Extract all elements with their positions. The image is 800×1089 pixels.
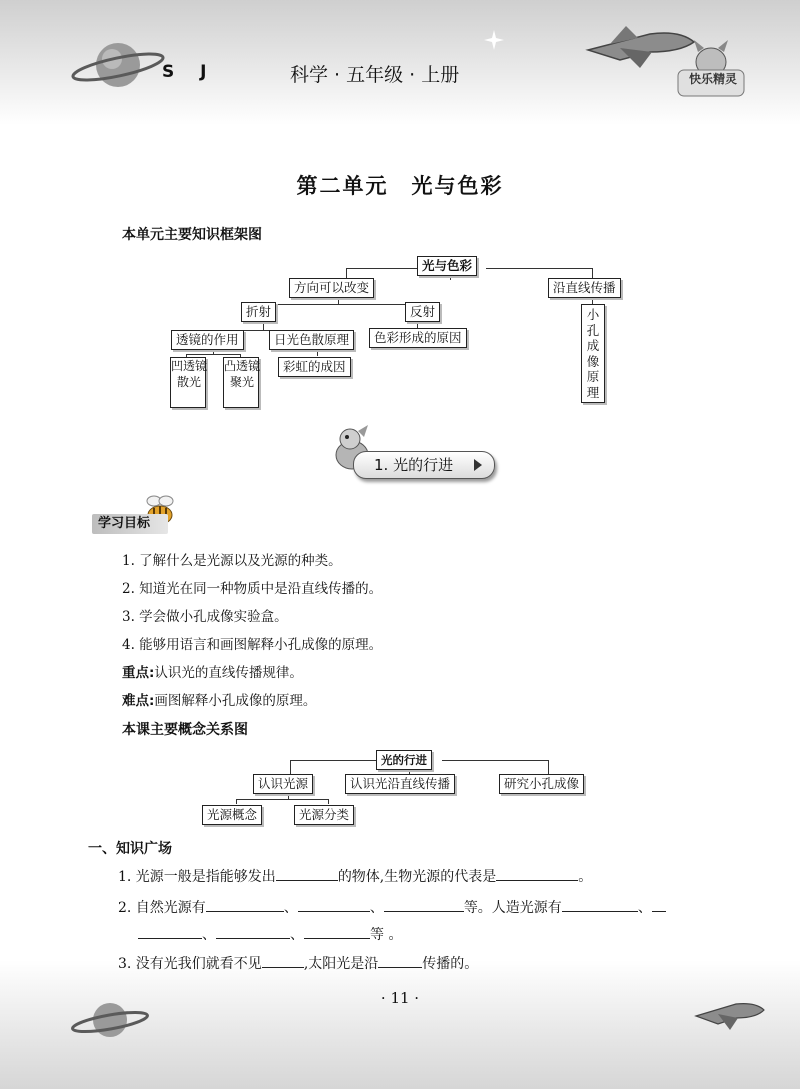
- concept-know-source: 认识光源: [253, 774, 313, 794]
- framework-rainbow: 彩虹的成因: [278, 357, 351, 377]
- answer-blank[interactable]: [562, 897, 638, 912]
- concept-root: 光的行进: [376, 750, 432, 770]
- concept-map-heading: 本课主要概念关系图: [122, 722, 248, 738]
- framework-straight-line: 沿直线传播: [548, 278, 621, 298]
- series-code: S J: [162, 62, 217, 82]
- connector: [186, 354, 240, 355]
- framework-refraction: 折射: [241, 302, 276, 322]
- star-icon: [484, 30, 504, 50]
- difficult-text: 画图解释小孔成像的原理。: [154, 693, 317, 709]
- answer-blank[interactable]: [304, 924, 370, 939]
- connector: [346, 268, 418, 269]
- goal-item: 1. 了解什么是光源以及光源的种类。: [122, 553, 342, 569]
- learning-goals-tag: 学习目标: [92, 514, 168, 534]
- answer-blank[interactable]: [378, 953, 422, 968]
- answer-blank[interactable]: [262, 953, 304, 968]
- goal-item: 3. 学会做小孔成像实验盒。: [122, 609, 288, 625]
- lesson-title: 1. 光的行进: [374, 456, 454, 474]
- key-label: 重点:: [122, 665, 155, 681]
- difficult-label: 难点:: [122, 693, 155, 709]
- key-text: 认识光的直线传播规律。: [154, 665, 303, 681]
- framework-concave-text: 凹透镜散光: [171, 359, 208, 389]
- answer-blank[interactable]: [276, 866, 338, 881]
- framework-convex-text: 凸透镜聚光: [224, 359, 261, 389]
- question-2-cont: [138, 924, 402, 944]
- lesson-title-pill: [353, 451, 495, 479]
- arrow-right-icon: [474, 459, 482, 471]
- planet-icon: [70, 35, 165, 95]
- framework-root: 光与色彩: [417, 256, 477, 276]
- unit-title: 第二单元 光与色彩: [296, 173, 504, 198]
- answer-blank[interactable]: [384, 897, 464, 912]
- concept-classify: 光源分类: [294, 805, 354, 825]
- answer-blank[interactable]: [138, 924, 202, 939]
- question-2: [118, 897, 738, 917]
- q1-text-a: 1. 光源一般是指能够发出: [118, 869, 276, 885]
- q1-text-c: 。: [578, 869, 593, 885]
- connector: [592, 268, 593, 278]
- key-point: [122, 661, 303, 681]
- q1-text-b: 的物体,生物光源的代表是: [337, 869, 497, 885]
- framework-convex: [223, 357, 259, 408]
- logo-text: 快乐精灵: [688, 72, 737, 86]
- q3-text-b: ,太阳光是沿: [303, 956, 379, 972]
- connector: [548, 760, 549, 774]
- connector: [290, 760, 376, 761]
- q3-text-a: 3. 没有光我们就看不见: [118, 956, 262, 972]
- separator: 、: [290, 927, 304, 943]
- q2-text-a: 2. 自然光源有: [118, 900, 206, 916]
- question-3: [118, 953, 478, 973]
- framework-dispersion: 日光色散原理: [269, 330, 354, 350]
- connector: [236, 799, 328, 800]
- answer-blank[interactable]: [298, 897, 370, 912]
- connector: [442, 760, 548, 761]
- framework-heading: 本单元主要知识框架图: [122, 227, 262, 243]
- connector: [328, 799, 329, 804]
- question-1: [118, 866, 592, 886]
- connector: [236, 799, 237, 804]
- connector: [486, 268, 592, 269]
- framework-reflection: 反射: [405, 302, 440, 322]
- page-number: · 11 ·: [380, 989, 420, 1007]
- difficult-point: [122, 689, 316, 709]
- q2-text-b: 等。人造光源有: [463, 900, 562, 916]
- separator: 、: [637, 900, 652, 916]
- section-heading: 一、知识广场: [88, 841, 172, 857]
- answer-blank[interactable]: [206, 897, 284, 912]
- answer-blank[interactable]: [216, 924, 290, 939]
- framework-lens-use: 透镜的作用: [171, 330, 244, 350]
- concept-definition: 光源概念: [202, 805, 262, 825]
- separator: 、: [283, 900, 298, 916]
- space-shuttle-icon: [690, 990, 770, 1040]
- q2-text-c: 等 。: [370, 927, 403, 943]
- q3-text-c: 传播的。: [422, 956, 479, 972]
- framework-change-direction: 方向可以改变: [289, 278, 374, 298]
- answer-blank[interactable]: [496, 866, 578, 881]
- connector: [267, 304, 417, 305]
- planet-icon: [70, 995, 150, 1045]
- framework-concave: [170, 357, 206, 408]
- book-title: 科学 · 五年级 · 上册: [290, 64, 460, 86]
- concept-pinhole: 研究小孔成像: [499, 774, 584, 794]
- connector: [290, 760, 291, 774]
- goal-item: 2. 知道光在同一种物质中是沿直线传播的。: [122, 581, 383, 597]
- goal-item: 4. 能够用语言和画图解释小孔成像的原理。: [122, 637, 383, 653]
- framework-pinhole-text: 小孔成像原理: [586, 307, 600, 400]
- answer-blank[interactable]: [652, 897, 666, 912]
- separator: 、: [369, 900, 384, 916]
- connector: [346, 268, 347, 278]
- framework-pinhole: [581, 304, 605, 403]
- separator: 、: [202, 927, 216, 943]
- concept-straight: 认识光沿直线传播: [345, 774, 455, 794]
- framework-color-cause: 色彩形成的原因: [369, 328, 467, 348]
